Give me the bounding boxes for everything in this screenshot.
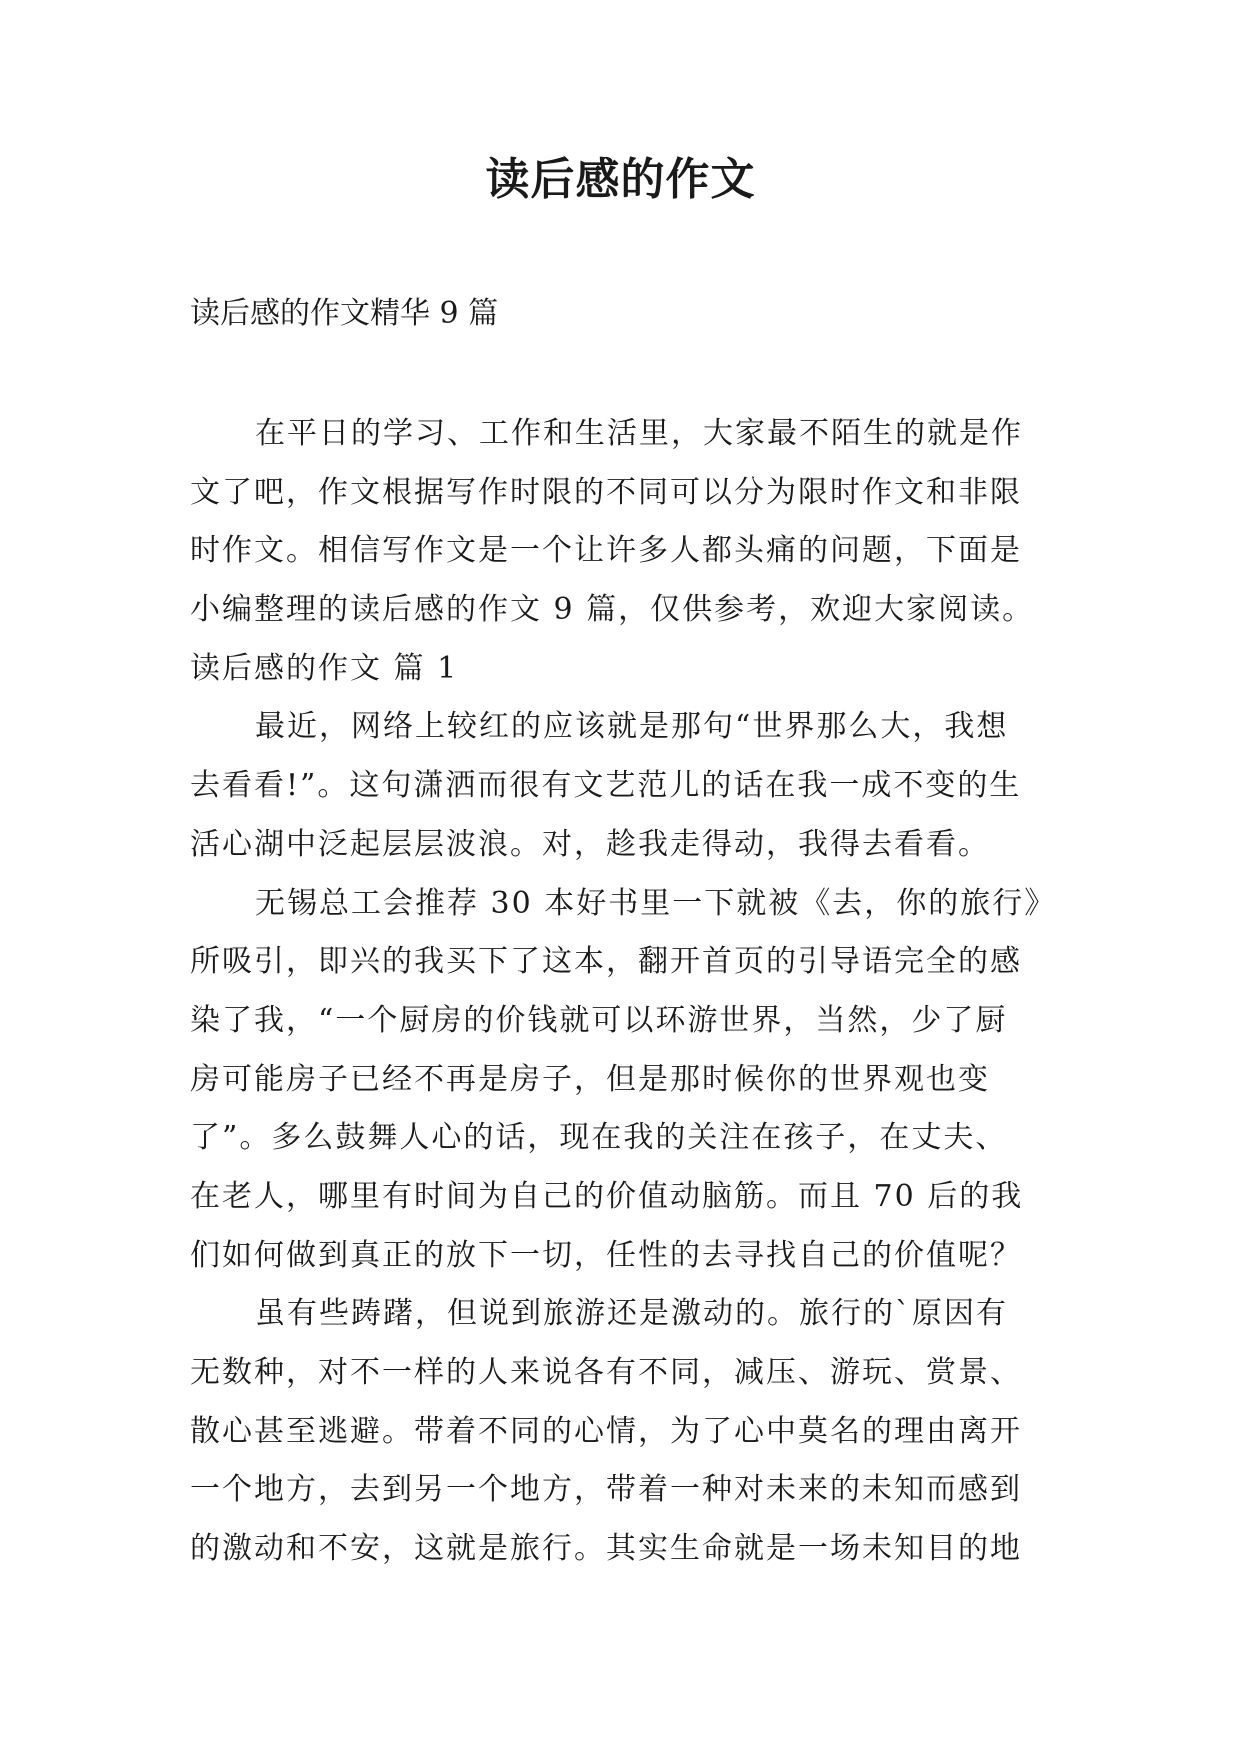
body-line: 们如何做到真正的放下一切，任性的去寻找自己的价值呢？ [190,1237,1022,1273]
body-line: 一个地方，去到另一个地方，带着一种对未来的未知而感到 [190,1472,1022,1508]
body-line: 散心甚至逃避。带着不同的心情，为了心中莫名的理由离开 [190,1413,1022,1449]
body-line: 在平日的学习、工作和生活里，大家最不陌生的就是作 [255,416,1023,451]
body-line: 无数种，对不一样的人来说各有不同，减压、游玩、赏景、 [190,1355,1022,1390]
body-line: 时作文。相信写作文是一个让许多人都头痛的问题，下面是 [190,533,1022,569]
body-line: 虽有些踌躇，但说到旅游还是激动的。旅行的`原因有 [255,1296,1008,1332]
document-body [190,405,1070,1579]
body-line: 最近，网络上较红的应该就是那句“世界那么大，我想 [255,709,1009,745]
body-line: 去看看!”。这句潇洒而很有文艺范儿的话在我一成不变的生 [190,768,1022,804]
body-line: 所吸引，即兴的我买下了这本，翻开首页的引导语完全的感 [190,944,1022,980]
body-line: 房可能房子已经不再是房子，但是那时候你的世界观也变 [190,1061,990,1097]
document-title: 读后感的作文 [485,154,756,205]
body-line: 无锡总工会推荐 30 本好书里一下就被《去，你的旅行》 [255,885,1057,921]
body-line: 在老人，哪里有时间为自己的价值动脑筋。而且 70 后的我 [190,1178,1024,1214]
body-line: 的激动和不安，这就是旅行。其实生命就是一场未知目的地 [190,1531,1022,1567]
body-line: 文了吧，作文根据写作时限的不同可以分为限时作文和非限 [190,474,1022,510]
body-line: 染了我，“一个厨房的价钱就可以环游世界，当然，少了厨 [190,1002,1008,1038]
body-line: 小编整理的读后感的作文 9 篇，仅供参考，欢迎大家阅读。 [190,592,1035,628]
document-subtitle: 读后感的作文精华 9 篇 [190,296,499,331]
body-line: 活心湖中泛起层层波浪。对，趁我走得动，我得去看看。 [190,826,990,862]
body-line: 了”。多么鼓舞人心的话，现在我的关注在孩子，在丈夫、 [190,1120,1008,1156]
body-line: 读后感的作文 篇 1 [190,650,459,686]
